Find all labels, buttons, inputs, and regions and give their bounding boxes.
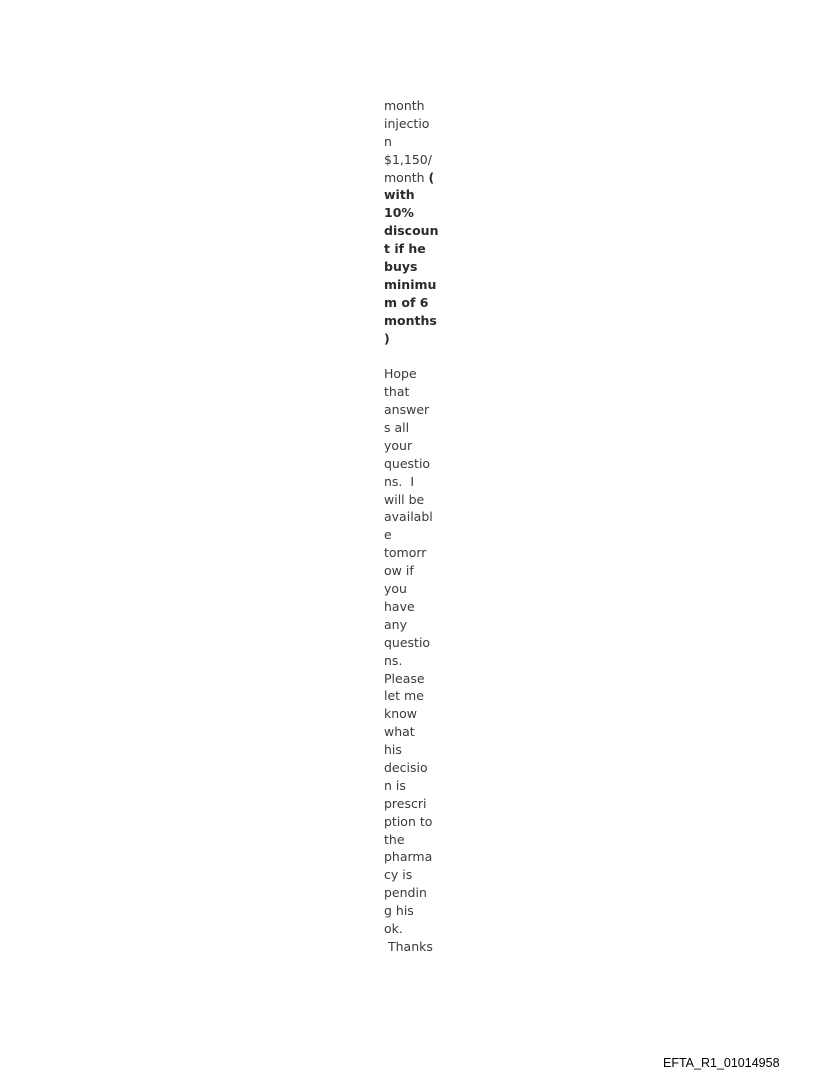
body-line: s all — [384, 420, 410, 436]
body-line: n — [384, 133, 392, 149]
bold-line: minimu — [384, 276, 437, 292]
body-line: availabl — [384, 509, 433, 525]
document-id-footer: EFTA_R1_01014958 — [663, 1056, 780, 1070]
body-text-bold: ( — [428, 169, 435, 185]
body-line: injectio — [384, 115, 430, 131]
body-line: any — [384, 616, 407, 632]
bold-line: t if he — [384, 241, 426, 257]
bold-line: 10% — [384, 205, 414, 221]
body-line: you — [384, 581, 407, 597]
body-line: e — [384, 527, 392, 543]
body-line: ok. — [384, 920, 403, 936]
body-line: cy is — [384, 867, 413, 883]
body-line: tomorr — [384, 545, 427, 561]
body-line: let me — [384, 688, 424, 704]
body-line: ns. I — [384, 473, 415, 489]
bold-line: months — [384, 312, 437, 328]
body-line: month — [384, 98, 425, 113]
body-line: know — [384, 706, 418, 722]
body-line: pharma — [384, 849, 433, 865]
body-line: $1,150/ — [384, 151, 432, 167]
body-line: g his — [384, 903, 414, 919]
body-line: Hope — [384, 366, 417, 382]
body-line: pendin — [384, 885, 427, 901]
body-line: Please — [384, 670, 425, 686]
body-line: questio — [384, 634, 431, 650]
body-line: ow if — [384, 563, 414, 579]
email-body-column — [384, 97, 439, 956]
body-line: your — [384, 437, 413, 453]
body-line: ption to — [384, 813, 433, 829]
bold-line: ) — [384, 330, 390, 346]
bold-line: m of 6 — [384, 294, 429, 310]
body-line: n is — [384, 777, 406, 793]
body-line: prescri — [384, 795, 427, 811]
body-line: that — [384, 384, 410, 400]
body-line: decisio — [384, 759, 428, 775]
body-line: questio — [384, 455, 431, 471]
body-line: his — [384, 742, 402, 758]
body-line: will be — [384, 491, 425, 507]
body-text-regular: month — [384, 169, 429, 185]
bold-line: with — [384, 187, 415, 203]
bold-line: discoun — [384, 223, 439, 239]
body-line: the — [384, 831, 405, 847]
body-line: answer — [384, 402, 430, 418]
paragraph-gap — [384, 347, 436, 365]
body-line: what — [384, 724, 415, 740]
body-line: Thanks — [384, 938, 433, 954]
body-line: have — [384, 598, 415, 614]
body-line: ns. — [384, 652, 403, 668]
body-line-mixed — [384, 169, 436, 187]
bold-line: buys — [384, 259, 418, 275]
